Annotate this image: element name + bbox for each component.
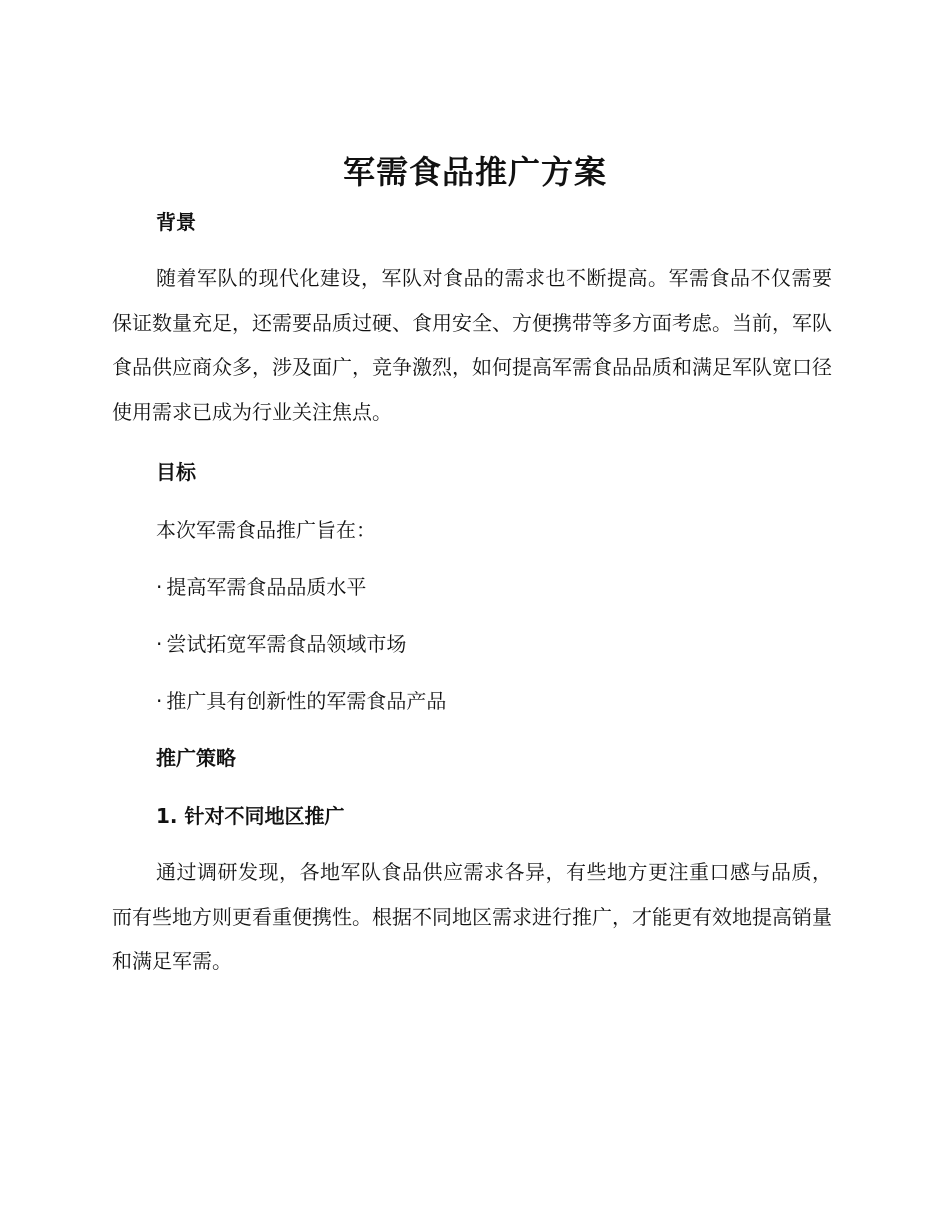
- section-heading-strategy: 推广策略: [156, 746, 236, 770]
- goal-bullet-item: · 尝试拓宽军需食品领域市场: [156, 630, 406, 658]
- goal-intro: 本次军需食品推广旨在：: [156, 518, 376, 542]
- strategy-subheading: 1. 针对不同地区推广: [156, 804, 345, 828]
- strategy-paragraph: 通过调研发现，各地军队食品供应需求各异，有些地方更注重口感与品质，而有些地方则更看重便携性。根据不同地区需求进行推广，才能更有效地提高销量和满足军需。: [112, 860, 832, 974]
- section-heading-goal: 目标: [156, 460, 196, 484]
- goal-bullet-item: · 提高军需食品品质水平: [156, 573, 366, 601]
- goal-bullet-item: · 推广具有创新性的军需食品产品: [156, 687, 446, 715]
- section-heading-background: 背景: [156, 210, 196, 234]
- background-paragraph: 随着军队的现代化建设，军队对食品的需求也不断提高。军需食品不仅需要保证数量充足，还需要品质过硬、食用安全、方便携带等多方面考虑。当前，军队食品供应商众多，涉及面广，竞争激烈，如何提高军需食品品质和满足军队宽口径使用需求已成为行业关注焦点。: [112, 266, 832, 425]
- document-title: 军需食品推广方案: [342, 153, 607, 191]
